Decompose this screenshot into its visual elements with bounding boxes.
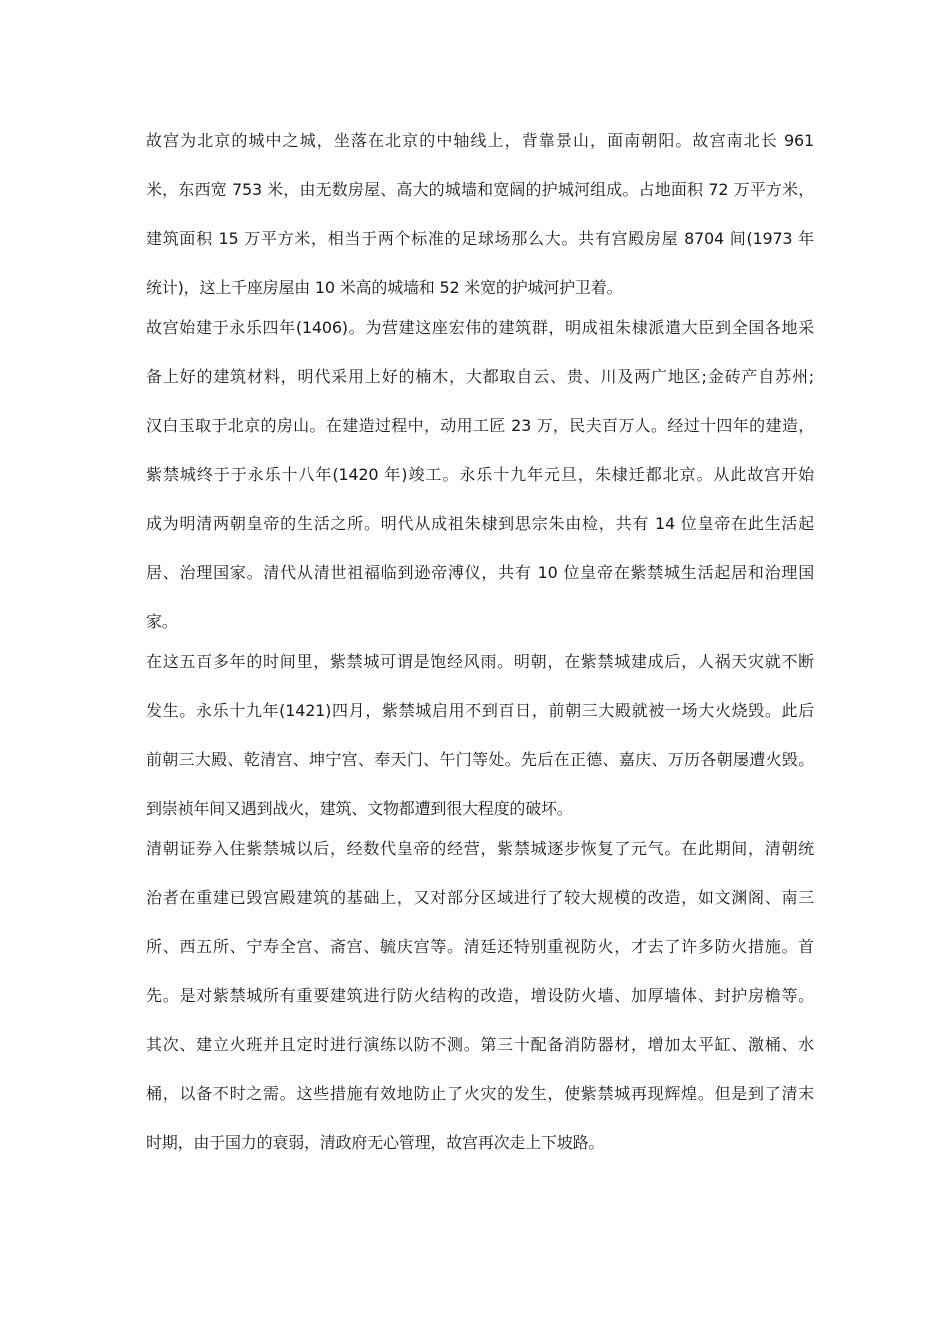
text-line: 故宫始建于永乐四年(1406)。为营建这座宏伟的建筑群，明成祖朱棣派遣大臣到全国各地采 [146, 318, 814, 338]
text-line: 在这五百多年的时间里，紫禁城可谓是饱经风雨。明朝，在紫禁城建成后，人祸天灾就不断 [146, 652, 814, 672]
text-line: 成为明清两朝皇帝的生活之所。明代从成祖朱棣到思宗朱由检，共有 14 位皇帝在此生活起 [146, 513, 814, 533]
text-line: 前朝三大殿、乾清宫、坤宁宫、奉天门、午门等处。先后在正德、嘉庆、万历各朝屡遭火毁。 [146, 749, 814, 769]
text-line: 故宫为北京的城中之城，坐落在北京的中轴线上，背靠景山，面南朝阳。故宫南北长 961 [146, 131, 814, 150]
paragraph-4 [146, 833, 814, 1167]
text-line: 所、西五所、宁寿全宫、斋宫、毓庆宫等。清廷还特别重视防火，才去了许多防火措施。首 [146, 936, 814, 956]
text-line: 居、治理国家。清代从清世祖福临到逊帝溥仪，共有 10 位皇帝在紫禁城生活起居和治理国 [146, 562, 814, 582]
paragraph-3 [146, 646, 814, 833]
text-line: 紫禁城终于于永乐十八年(1420 年)竣工。永乐十九年元旦，朱棣迁都北京。从此故宫开始 [146, 464, 814, 484]
text-line: 清朝证券入住紫禁城以后，经数代皇帝的经营，紫禁城逐步恢复了元气。在此期间，清朝统 [146, 839, 814, 859]
text-line: 统计)，这上千座房屋由 10 米高的城墙和 52 米宽的护城河护卫着。 [146, 277, 623, 297]
paragraph-2 [146, 312, 814, 646]
text-line: 治者在重建已毁宫殿建筑的基础上，又对部分区域进行了较大规模的改造，如文渊阁、南三 [146, 888, 814, 908]
text-line: 备上好的建筑材料，明代采用上好的楠木，大都取自云、贵、川及两广地区;金砖产自苏州; [146, 367, 814, 387]
text-line: 汉白玉取于北京的房山。在建造过程中，动用工匠 23 万，民夫百万人。经过十四年的建造， [146, 415, 814, 435]
text-line: 发生。永乐十九年(1421)四月，紫禁城启用不到百日，前朝三大殿就被一场大火烧毁。此后 [146, 700, 814, 720]
document-body [146, 125, 814, 1167]
text-line: 其次、建立火班并且定时进行演练以防不测。第三十配备消防器材，增加太平缸、激桶、水 [146, 1034, 814, 1054]
text-line: 建筑面积 15 万平方米，相当于两个标准的足球场那么大。共有宫殿房屋 8704 间(1973 年 [146, 228, 814, 248]
paragraph-1 [146, 125, 814, 312]
text-line: 先。是对紫禁城所有重要建筑进行防火结构的改造，增设防火墙、加厚墙体、封护房檐等。 [146, 985, 814, 1005]
text-line: 到崇祯年间又遇到战火，建筑、文物都遭到很大程度的破坏。 [146, 798, 573, 818]
text-line: 桶，以备不时之需。这些措施有效地防止了火灾的发生，使紫禁城再现辉煌。但是到了清末 [146, 1083, 814, 1103]
text-line: 时期，由于国力的衰弱，清政府无心管理，故宫再次走上下坡路。 [146, 1132, 605, 1152]
text-line: 米，东西宽 753 米，由无数房屋、高大的城墙和宽阔的护城河组成。占地面积 72 万平方米， [146, 179, 814, 199]
text-line: 家。 [146, 611, 178, 631]
